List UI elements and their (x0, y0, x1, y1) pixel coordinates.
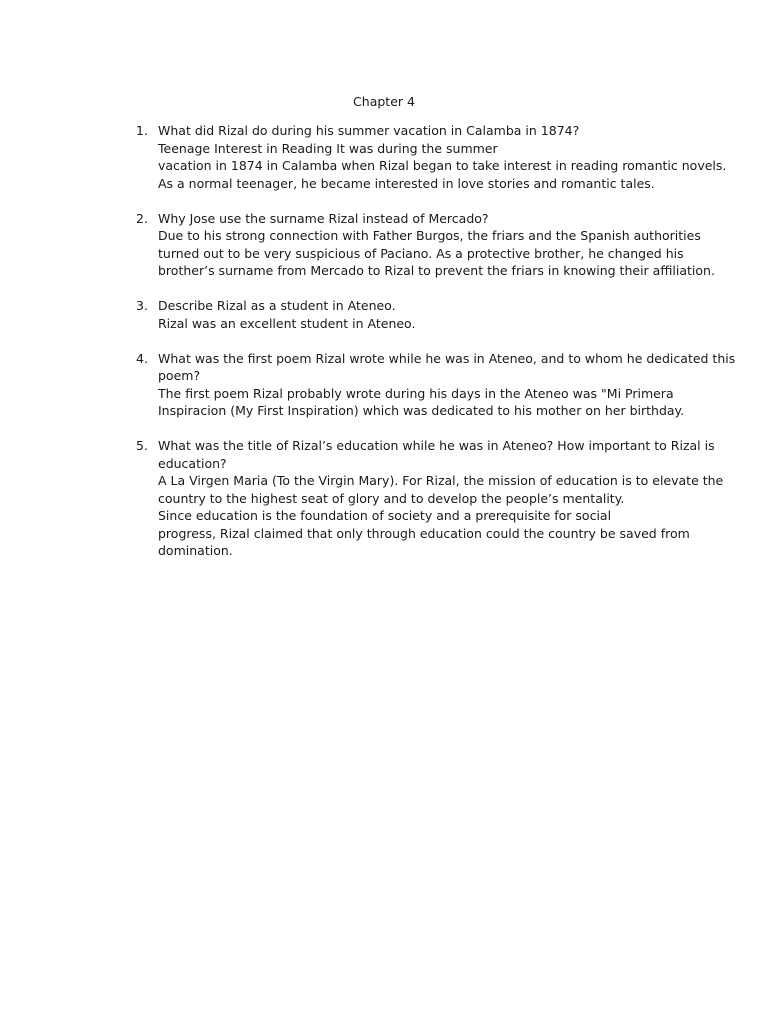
item-number: 5. (136, 438, 148, 453)
answer-line: A La Virgen Maria (To the Virgin Mary). For Rizal, the mission of education is to elevate the (158, 473, 724, 488)
answer-line: country to the highest seat of glory and to develop the people’s mentality. (158, 490, 625, 506)
question-text: education? (158, 455, 227, 471)
item-number: 4. (136, 350, 148, 366)
question-text: What was the first poem Rizal wrote while he was in Ateneo, and to whom he dedicated this (158, 350, 736, 366)
answer-line: Teenage Interest in Reading It was during the summer (158, 140, 498, 156)
answer-line: brother’s surname from Mercado to Rizal to prevent the friars in knowing their affiliation. (158, 263, 715, 278)
question-text: What did Rizal do during his summer vacation in Calamba in 1874? (158, 123, 580, 138)
answer-line: domination. (158, 543, 233, 558)
answer-line: Due to his strong connection with Father Burgos, the friars and the Spanish authorities (158, 228, 701, 243)
list-item (130, 437, 724, 560)
list-item (130, 122, 727, 192)
answer-line: Inspiracion (My First Inspiration) which was dedicated to his mother on her birthday. (158, 403, 685, 418)
list-item (130, 297, 690, 332)
question-text: What was the title of Rizal’s education while he was in Ateneo? How important to Rizal is (158, 438, 715, 453)
page-title: Chapter 4 (353, 94, 415, 109)
answer-line: Rizal was an excellent student in Ateneo. (158, 315, 416, 331)
item-number: 3. (136, 298, 148, 313)
question-text: Describe Rizal as a student in Ateneo. (158, 298, 396, 313)
answer-line: Since education is the foundation of society and a prerequisite for social (158, 508, 612, 523)
question-text: poem? (158, 368, 201, 383)
question-text: Why Jose use the surname Rizal instead of Mercado? (158, 210, 489, 226)
answer-line: vacation in 1874 in Calamba when Rizal began to take interest in reading romantic novels. (158, 158, 727, 173)
question-list (130, 122, 736, 577)
answer-line: progress, Rizal claimed that only through education could the country be saved from (158, 525, 690, 541)
list-item (130, 350, 736, 420)
answer-line: turned out to be very suspicious of Paciano. As a protective brother, he changed his (158, 245, 684, 261)
list-item (130, 210, 715, 280)
item-number: 1. (136, 123, 148, 138)
item-number: 2. (136, 210, 148, 226)
answer-line: The first poem Rizal probably wrote during his days in the Ateneo was "Mi Primera (158, 385, 674, 401)
answer-line: As a normal teenager, he became interested in love stories and romantic tales. (158, 175, 655, 191)
